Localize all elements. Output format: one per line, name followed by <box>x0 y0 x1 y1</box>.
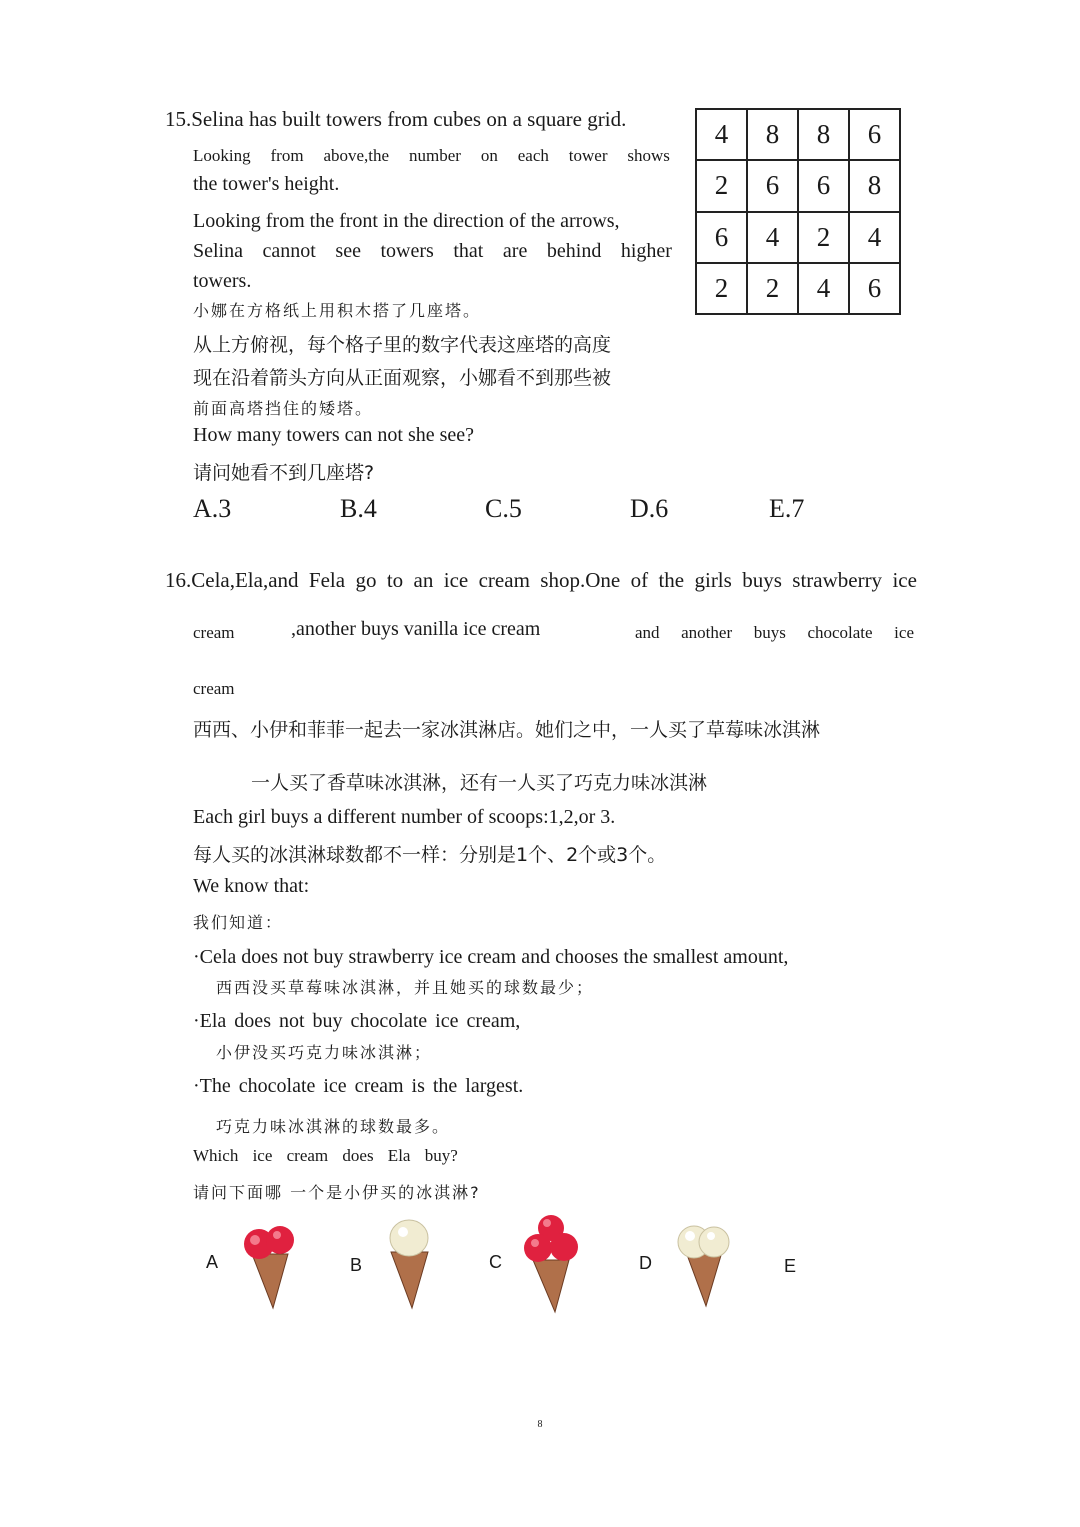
choice-label-d[interactable]: D <box>639 1253 652 1273</box>
choice-label-c[interactable]: C <box>489 1252 502 1272</box>
word: see <box>335 240 361 262</box>
word: tower <box>568 146 608 165</box>
word: behind <box>546 240 602 262</box>
q16-clue2: ·Ela does not buy chocolate ice cream, <box>193 1010 521 1032</box>
word: girls <box>694 568 732 592</box>
word: are <box>502 240 528 262</box>
word: and <box>635 623 660 642</box>
q16-question-zh: 请问下面哪 一个是小伊买的冰淇淋? <box>193 1183 481 1202</box>
grid-cell: 2 <box>696 160 747 211</box>
word: shows <box>627 146 670 165</box>
grid-cell: 2 <box>696 263 747 314</box>
q15-option-d[interactable]: D.6 <box>630 494 669 523</box>
q15-question-zh: 请问她看不到几座塔? <box>193 462 375 484</box>
word: cannot <box>262 240 316 262</box>
ice-cream-a-icon[interactable] <box>238 1222 300 1310</box>
q16-clue2-zh: 小伊没买巧克力味冰淇淋； <box>216 1043 433 1062</box>
word: strawberry <box>792 568 883 592</box>
tower-grid <box>695 108 901 315</box>
q16-know-zh: 我们知道： <box>193 913 284 932</box>
q15-option-a[interactable]: A.3 <box>193 494 232 523</box>
word: buys <box>753 623 786 642</box>
word: shop.One <box>540 568 621 592</box>
word: that <box>453 240 484 262</box>
grid-cell: 6 <box>798 160 849 211</box>
q16-line3: cream <box>193 679 235 698</box>
q16-know: We know that: <box>193 875 310 897</box>
word: another <box>681 623 733 642</box>
grid-cell: 8 <box>849 160 900 211</box>
word: ice <box>892 568 917 592</box>
q16-scoops-zh: 每人买的冰淇淋球数都不一样：分别是1个、2个或3个。 <box>193 844 667 866</box>
ice-cream-b-icon[interactable] <box>384 1218 434 1310</box>
q16-line2-b: ,another buys vanilla ice cream <box>291 618 541 640</box>
grid-cell: 2 <box>747 263 798 314</box>
q15-option-c[interactable]: C.5 <box>485 494 522 523</box>
grid-cell: 4 <box>798 263 849 314</box>
q15-line-height: the tower's height. <box>193 173 340 195</box>
q16-clue1-zh: 西西没买草莓味冰淇淋，并且她买的球数最少； <box>216 978 595 997</box>
q15-option-e[interactable]: E.7 <box>769 494 805 523</box>
q15-line-front2 <box>193 240 672 263</box>
grid-cell: 6 <box>849 109 900 160</box>
word: 16.Cela,Ela,and <box>165 568 299 592</box>
q15-title: 15.Selina has built towers from cubes on a square grid. <box>165 107 627 131</box>
q15-line-looking <box>193 146 670 166</box>
grid-cell: 4 <box>747 212 798 263</box>
word: chocolate <box>807 623 873 642</box>
word: Selina <box>193 240 243 262</box>
q16-line2-a: cream <box>193 623 235 642</box>
q16-zh1: 西西、小伊和菲菲一起去一家冰淇淋店。她们之中，一人买了草莓味冰淇淋 <box>193 719 821 741</box>
word: cream <box>478 568 530 592</box>
word: of <box>630 568 649 592</box>
q15-line-towers: towers. <box>193 270 252 292</box>
grid-cell: 8 <box>747 109 798 160</box>
q15-zh1: 小娜在方格纸上用积木搭了几座塔。 <box>193 301 482 320</box>
choice-label-b[interactable]: B <box>350 1255 363 1275</box>
q16-clue3: ·The chocolate ice cream is the largest. <box>193 1075 524 1097</box>
q16-clue1: ·Cela does not buy strawberry ice cream and chooses the smallest amount, <box>193 946 789 968</box>
word: Fela <box>308 568 346 592</box>
q15-question: How many towers can not she see? <box>193 424 475 446</box>
q16-question: Which ice cream does Ela buy? <box>193 1146 458 1165</box>
q15-line-front1: Looking from the front in the direction of the arrows, <box>193 210 620 232</box>
word: ice <box>443 568 469 592</box>
grid-cell: 6 <box>696 212 747 263</box>
page-number: 8 <box>537 1419 543 1430</box>
q15-zh4: 前面高塔挡住的矮塔。 <box>193 399 374 418</box>
ice-cream-d-icon[interactable] <box>672 1222 734 1308</box>
choice-label-a[interactable]: A <box>206 1252 219 1272</box>
grid-cell: 4 <box>849 212 900 263</box>
word: buys <box>742 568 782 592</box>
ice-cream-c-icon[interactable] <box>521 1214 581 1314</box>
word: above,the <box>323 146 390 165</box>
grid-cell: 6 <box>849 263 900 314</box>
q15-option-b[interactable]: B.4 <box>340 494 377 523</box>
grid-cell: 4 <box>696 109 747 160</box>
word: each <box>517 146 549 165</box>
word: higher <box>620 240 672 262</box>
word: an <box>413 568 434 592</box>
word: number <box>408 146 461 165</box>
grid-cell: 2 <box>798 212 849 263</box>
q16-title <box>165 568 917 593</box>
q16-line2-c <box>635 623 914 643</box>
word: from <box>270 146 304 165</box>
q15-zh2: 从上方俯视，每个格子里的数字代表这座塔的高度 <box>193 334 612 356</box>
word: to <box>386 568 404 592</box>
word: ice <box>894 623 914 642</box>
word: go <box>355 568 377 592</box>
q15-zh3: 现在沿着箭头方向从正面观察，小娜看不到那些被 <box>193 367 612 389</box>
q16-clue3-zh: 巧克力味冰淇淋的球数最多。 <box>216 1117 451 1136</box>
word: on <box>480 146 498 165</box>
word: Looking <box>193 146 251 165</box>
grid-cell: 6 <box>747 160 798 211</box>
word: towers <box>380 240 434 262</box>
q16-zh2: 一人买了香草味冰淇淋，还有一人买了巧克力味冰淇淋 <box>251 772 708 794</box>
choice-label-e[interactable]: E <box>784 1256 797 1276</box>
q16-scoops: Each girl buys a different number of scoops:1,2,or 3. <box>193 806 616 828</box>
word: the <box>658 568 685 592</box>
grid-cell: 8 <box>798 109 849 160</box>
